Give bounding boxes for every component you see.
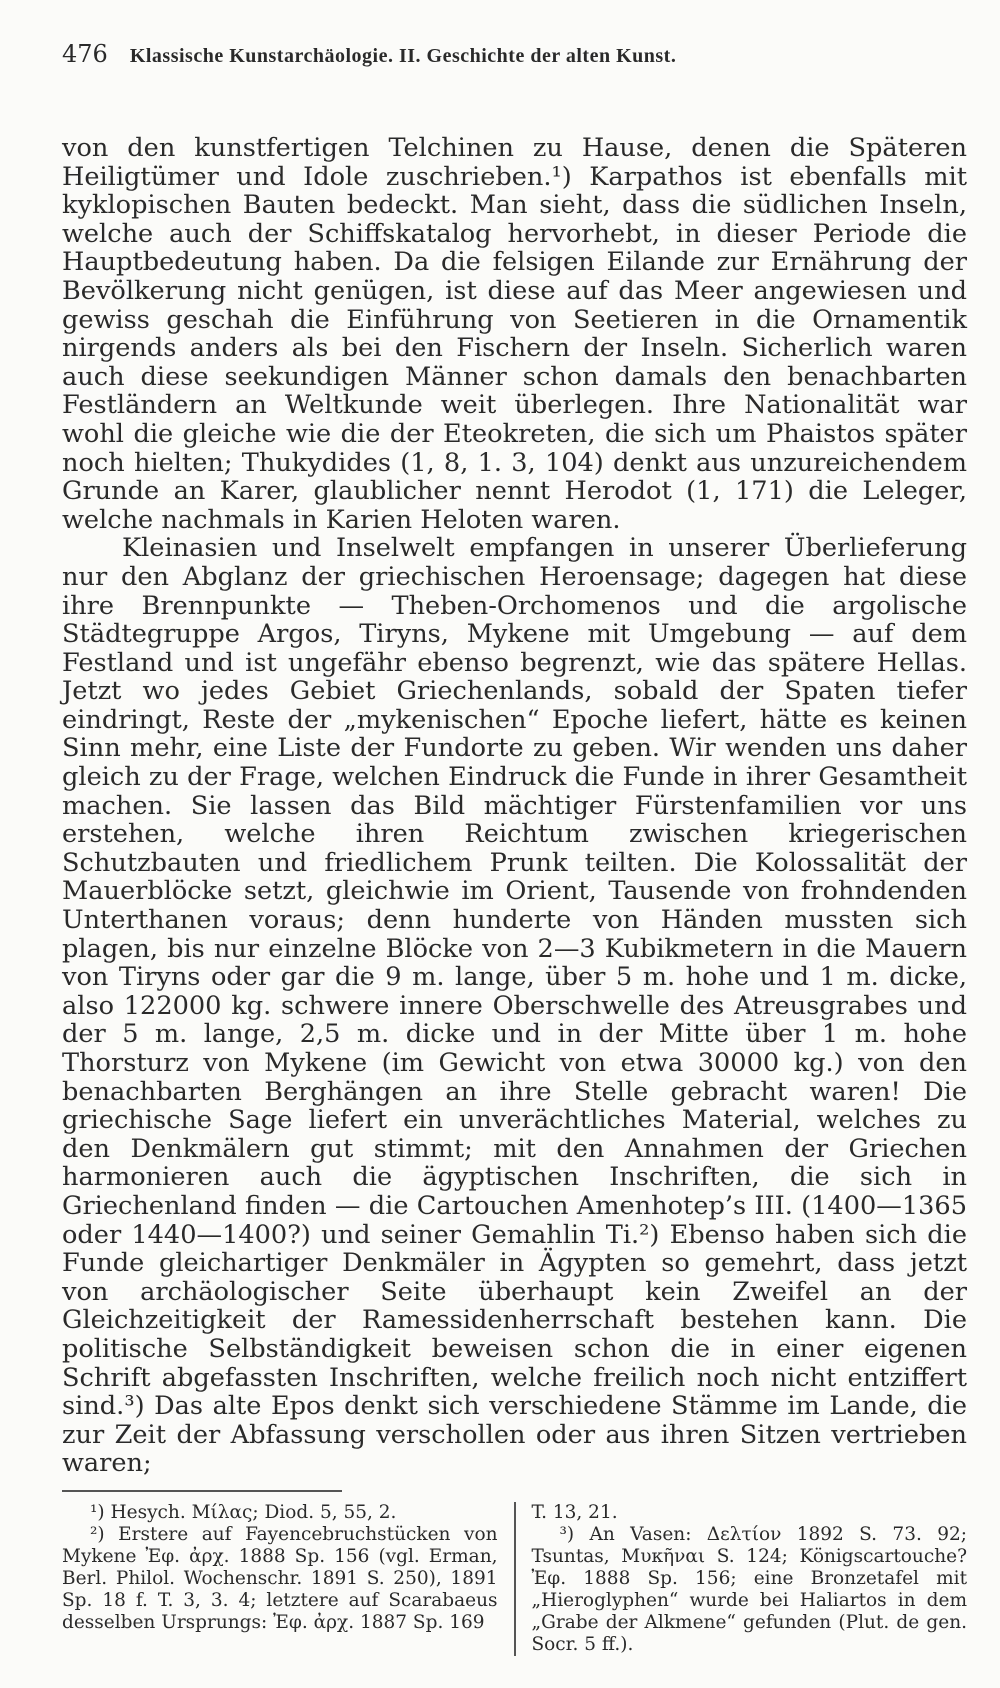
body-text: [62, 134, 967, 1478]
footnote-2: ²) Erstere auf Fayencebruchstücken von Mykene Ἐφ. ἀρχ. 1888 Sp. 156 (vgl. Erman, Berl. Philol. Wochenschr. 1891 S. 250), 1891 Sp. 18 f. T. 3, 3. 4; letztere auf Scarabaeus desselben Ursprungs: Ἐφ. ἀρχ. 1887 Sp. 169: [62, 1523, 498, 1633]
footnotes: [62, 1502, 967, 1656]
footnote-1: ¹) Hesych. Μίλας; Diod. 5, 55, 2.: [90, 1501, 397, 1523]
footnote-3: ³) An Vasen: Δελτίον 1892 S. 73. 92; Tsuntas, Μυκῆναι S. 124; Königscartouche? Ἐφ. 1888 Sp. 156; eine Bronzetafel mit „Hieroglyphen“ wurde bei Haliartos in dem „Grabe der Alkmene“ gefunden (Plut. de gen. Socr. 5 ff.).: [531, 1523, 967, 1655]
book-page: [62, 40, 967, 1656]
footnote-rule: [62, 1490, 342, 1492]
paragraph-2: Kleinasien und Inselwelt empfangen in unserer Überlieferung nur den Abglanz der griechischen Heroensage; dagegen hat diese ihre Brennpunkte — Theben-Orchomenos und die argolische Städtegruppe Argos, Tiryns, Mykene mit Umgebung — auf dem Festland und ist ungefähr ebenso begrenzt, wie das spätere Hellas. Jetzt wo jedes Gebiet Griechenlands, sobald der Spaten tiefer eindringt, Reste der „mykenischen“ Epoche liefert, hätte es keinen Sinn mehr, eine Liste der Fundorte zu geben. Wir wenden uns daher gleich zu der Frage, welchen Eindruck die Funde in ihrer Gesamtheit machen. Sie lassen das Bild mächtiger Fürstenfamilien vor uns erstehen, welche ihren Reichtum zwischen kriegerischen Schutzbauten und friedlichem Prunk teilten. Die Kolossalität der Mauerblöcke setzt, gleichwie im Orient, Tausende von frohndenden Unterthanen voraus; denn hunderte von Händen mussten sich plagen, bis nur einzelne Blöcke von 2—3 Kubikmetern in die Mauern von Tiryns oder gar die 9 m. lange, über 5 m. hohe und 1 m. dicke, also 122000 kg. schwere innere Oberschwelle des Atreusgrabes und der 5 m. lange, 2,5 m. dicke und in der Mitte über 1 m. hohe Thorsturz von Mykene (im Gewicht von etwa 30000 kg.) von den benachbarten Berghängen an ihre Stelle gebracht waren! Die griechische Sage liefert ein unverächtliches Material, welches zu den Denkmälern gut stimmt; mit den Annahmen der Griechen harmonieren auch die ägyptischen Inschriften, die sich in Griechenland finden — die Cartouchen Amenhotep’s III. (1400—1365 oder 1440—1400?) und seiner Gemahlin Ti.²) Ebenso haben sich die Funde gleichartiger Denkmäler in Ägypten so gemehrt, dass jetzt von archäologischer Seite überhaupt kein Zweifel an der Gleichzeitigkeit der Ramessidenherrschaft bestehen kann. Die politische Selbständigkeit beweisen schon die in einer eigenen Schrift abgefassten Inschriften, welche freilich noch nicht entziffert sind.³) Das alte Epos denkt sich verschiedene Stämme im Lande, die zur Zeit der Abfassung verschollen oder aus ihren Sitzen vertrieben waren;: [62, 533, 967, 1479]
footnotes-right-column: [516, 1502, 968, 1656]
footnotes-left-column: [62, 1502, 516, 1656]
page-header: [62, 40, 967, 80]
page-number: 476: [62, 40, 108, 68]
footnote-2-continued: T. 13, 21.: [531, 1501, 618, 1523]
running-title: Klassische Kunstarchäologie. II. Geschichte der alten Kunst.: [129, 45, 677, 67]
paragraph-1: von den kunstfertigen Telchinen zu Hause, denen die Späteren Heiligtümer und Idole zuschrieben.¹) Karpathos ist ebenfalls mit kyklopischen Bauten bedeckt. Man sieht, dass die südlichen Inseln, welche auch der Schiffskatalog hervorhebt, in dieser Periode die Hauptbedeutung haben. Da die felsigen Eilande zur Ernährung der Bevölkerung nicht genügen, ist diese auf das Meer angewiesen und gewiss geschah die Einführung von Seetieren in die Ornamentik nirgends anders als bei den Fischern der Inseln. Sicherlich waren auch diese seekundigen Männer schon damals den benachbarten Festländern an Weltkunde weit überlegen. Ihre Nationalität war wohl die gleiche wie die der Eteokreten, die sich um Phaistos später noch hielten; Thukydides (1, 8, 1. 3, 104) denkt aus unzureichendem Grunde an Karer, glaublicher nennt Herodot (1, 171) die Leleger, welche nachmals in Karien Heloten waren.: [62, 133, 967, 535]
